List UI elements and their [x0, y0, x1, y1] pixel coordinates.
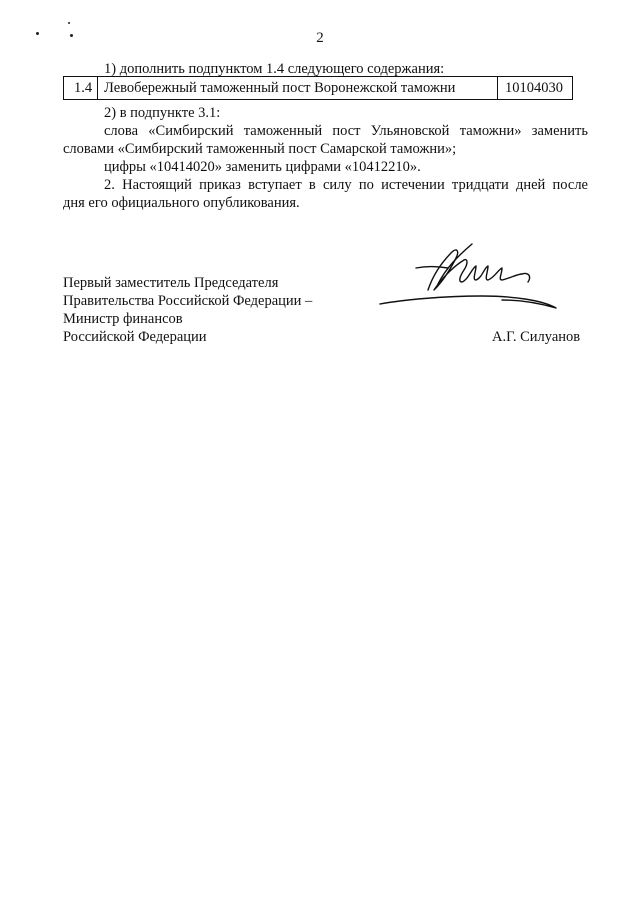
item2-digits: цифры «10414020» заменить цифрами «10412210». — [104, 159, 421, 175]
insertion-table — [63, 76, 573, 100]
signatory-title-line4: Российской Федерации — [63, 329, 207, 345]
para2-line1: 2. Настоящий приказ вступает в силу по истечении тридцати дней после — [104, 177, 588, 193]
signatory-name: А.Г. Силуанов — [492, 329, 581, 345]
signatory-title-line3: Министр финансов — [63, 311, 183, 327]
item2-words-line1: слова «Симбирский таможенный пост Ульяновской таможни» заменить — [104, 123, 588, 139]
table-divider — [497, 77, 498, 99]
table-cell-code: 1.4 — [74, 80, 93, 96]
item2-words-line2: словами «Симбирский таможенный пост Самарской таможни»; — [63, 141, 457, 157]
handwritten-signature — [372, 238, 562, 318]
item1-intro: 1) дополнить подпунктом 1.4 следующего содержания: — [104, 61, 445, 77]
item2-intro: 2) в подпункте 3.1: — [104, 105, 221, 121]
table-divider — [97, 77, 98, 99]
para2-line2: дня его официального опубликования. — [63, 195, 300, 211]
page-number: 2 — [316, 30, 324, 46]
signatory-title-line2: Правительства Российской Федерации – — [63, 293, 313, 309]
signatory-title-line1: Первый заместитель Председателя — [63, 275, 279, 291]
scan-speck — [68, 22, 70, 24]
table-cell-name: Левобережный таможенный пост Воронежской таможни — [104, 80, 456, 96]
table-cell-number: 10104030 — [505, 80, 563, 96]
